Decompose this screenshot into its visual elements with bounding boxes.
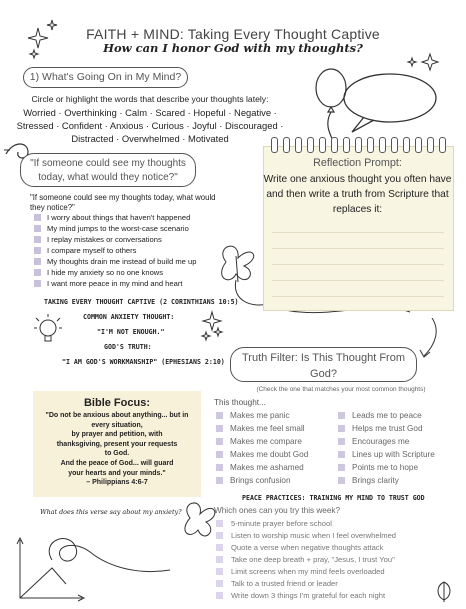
checkbox[interactable] (216, 544, 223, 551)
writing-line (272, 264, 444, 265)
truth-filter-lead: This thought... (214, 398, 266, 407)
flourish-icon (49, 539, 170, 572)
checkbox[interactable] (216, 477, 223, 484)
ring (439, 137, 446, 153)
checkbox[interactable] (216, 438, 223, 445)
checklist-item[interactable]: My thoughts drain me instead of build me up (34, 257, 196, 266)
page-title: FAITH + MIND: Taking Every Thought Captive (86, 26, 380, 42)
verse-question: What does this verse say about my anxiety? (40, 508, 182, 516)
checkbox[interactable] (216, 520, 223, 527)
checkbox[interactable] (216, 451, 223, 458)
filter-item[interactable]: Points me to hope (338, 463, 418, 472)
practice-item[interactable]: Write down 3 things I'm grateful for each night (216, 591, 385, 600)
checkbox[interactable] (338, 451, 345, 458)
reflection-body: Write one anxious thought you often have and then write a truth from Scripture that replaces it: (263, 174, 452, 215)
reflection-notebook[interactable] (263, 146, 454, 311)
checkbox[interactable] (216, 532, 223, 539)
axis-corner (17, 538, 84, 601)
filter-item[interactable]: Lines up with Scripture (338, 450, 435, 459)
ring (427, 137, 434, 153)
ring (403, 137, 410, 153)
checkbox[interactable] (34, 225, 41, 232)
filter-item[interactable]: Leads me to peace (338, 411, 422, 420)
checklist-item[interactable]: I hide my anxiety so no one knows (34, 268, 163, 277)
practice-item[interactable]: Limit screens when my mind feels overloaded (216, 567, 385, 576)
practice-item[interactable]: Quote a verse when negative thoughts attack (216, 543, 383, 552)
checkbox[interactable] (216, 568, 223, 575)
checkbox[interactable] (34, 236, 41, 243)
checkbox[interactable] (216, 592, 223, 599)
word-line[interactable]: Stressed · Confident · Anxious · Curious · Joyful · Discouraged · (16, 120, 284, 131)
ring (343, 137, 350, 153)
ring (319, 137, 326, 153)
checklist-item[interactable]: I worry about things that haven't happened (34, 213, 190, 222)
checklist-item[interactable]: I replay mistakes or conversations (34, 235, 162, 244)
ring (271, 137, 278, 153)
word-line[interactable]: Worried · Overthinking · Calm · Scared · Hopeful · Negative · (23, 107, 277, 118)
checkbox[interactable] (338, 412, 345, 419)
checkbox[interactable] (338, 464, 345, 471)
practice-item[interactable]: Talk to a trusted friend or leader (216, 579, 338, 588)
bible-verse: "Do not be anxious about anything... but in every situation, by prayer and petition, with thanksgiving, present your requests to God. And the peace of God... will guard your hearts and your minds." – Philippians 4:6-7 (45, 412, 189, 487)
writing-line (272, 248, 444, 249)
checkbox[interactable] (34, 280, 41, 287)
checklist-item[interactable]: My mind jumps to the worst-case scenario (34, 224, 189, 233)
writing-line (272, 232, 444, 233)
ring (391, 137, 398, 153)
lightbulb-icon (34, 314, 62, 341)
bible-focus-heading: Bible Focus: (83, 397, 150, 409)
checkbox[interactable] (216, 556, 223, 563)
filter-item[interactable]: Encourages me (338, 437, 409, 446)
checkbox[interactable] (216, 580, 223, 587)
truth-label: GOD'S TRUTH: (104, 343, 152, 351)
practice-item[interactable]: Listen to worship music when I feel overwhelmed (216, 531, 396, 540)
truth-text: "I AM GOD'S WORKMANSHIP" (EPHESIANS 2:10) (62, 358, 225, 366)
word-line[interactable]: Distracted · Overwhelmed · Motivated (71, 133, 229, 144)
truth-filter-heading: Truth Filter: Is This Thought From God? (230, 347, 417, 382)
checkbox[interactable] (338, 438, 345, 445)
checklist-item[interactable]: I want more peace in my mind and heart (34, 279, 183, 288)
star-icon (202, 312, 222, 340)
writing-line (272, 280, 444, 281)
ring (331, 137, 338, 153)
ring (283, 137, 290, 153)
section1-instruction: Circle or highlight the words that describe your thoughts lately: (31, 94, 269, 104)
checkbox[interactable] (338, 425, 345, 432)
checkbox[interactable] (216, 412, 223, 419)
ring (355, 137, 362, 153)
truth-filter-subheading: (Check the one that matches your most common thoughts) (256, 386, 426, 393)
filter-item[interactable]: Makes me panic (216, 411, 290, 420)
thoughts-prompt: "If someone could see my thoughts today, what would they notice?" (30, 193, 216, 212)
checklist-item[interactable]: I compare myself to others (34, 246, 136, 255)
checkbox[interactable] (34, 258, 41, 265)
checkbox[interactable] (338, 477, 345, 484)
checkbox[interactable] (216, 464, 223, 471)
lie-text: "I'M NOT ENOUGH." (97, 328, 165, 336)
checkbox[interactable] (34, 214, 41, 221)
writing-line (272, 296, 444, 297)
section1-heading: 1) What's Going On in My Mind? (23, 67, 188, 88)
captive-heading: TAKING EVERY THOUGHT CAPTIVE (2 CORINTHIANS 10:5) (44, 298, 239, 306)
filter-item[interactable]: Brings confusion (216, 476, 291, 485)
peace-subheading: Which ones can you try this week? (214, 506, 341, 515)
filter-item[interactable]: Makes me compare (216, 437, 302, 446)
checkbox[interactable] (34, 269, 41, 276)
ring (295, 137, 302, 153)
practice-item[interactable]: 5-minute prayer before school (216, 519, 332, 528)
ring (379, 137, 386, 153)
filter-item[interactable]: Helps me trust God (338, 424, 423, 433)
ring (415, 137, 422, 153)
ring (307, 137, 314, 153)
peace-heading: PEACE PRACTICES: TRAINING MY MIND TO TRUST GOD (242, 494, 425, 502)
thoughts-quote: "If someone could see my thoughts today, what would they notice?" (20, 153, 196, 187)
checkbox[interactable] (34, 247, 41, 254)
filter-item[interactable]: Makes me ashamed (216, 463, 304, 472)
reflection-heading: Reflection Prompt: (313, 157, 402, 169)
speech-bubble-icon (344, 74, 436, 132)
checkbox[interactable] (216, 425, 223, 432)
page-subtitle: How can I honor God with my thoughts? (103, 41, 363, 55)
arrow-icon (420, 318, 436, 357)
leaf-icon (438, 582, 450, 602)
lie-label: COMMON ANXIETY THOUGHT: (83, 313, 175, 321)
filter-item[interactable]: Makes me feel small (216, 424, 305, 433)
ring (367, 137, 374, 153)
filter-item[interactable]: Brings clarity (338, 476, 399, 485)
filter-item[interactable]: Makes me doubt God (216, 450, 308, 459)
practice-item[interactable]: Take one deep breath + pray, "Jesus, I trust You" (216, 555, 395, 564)
